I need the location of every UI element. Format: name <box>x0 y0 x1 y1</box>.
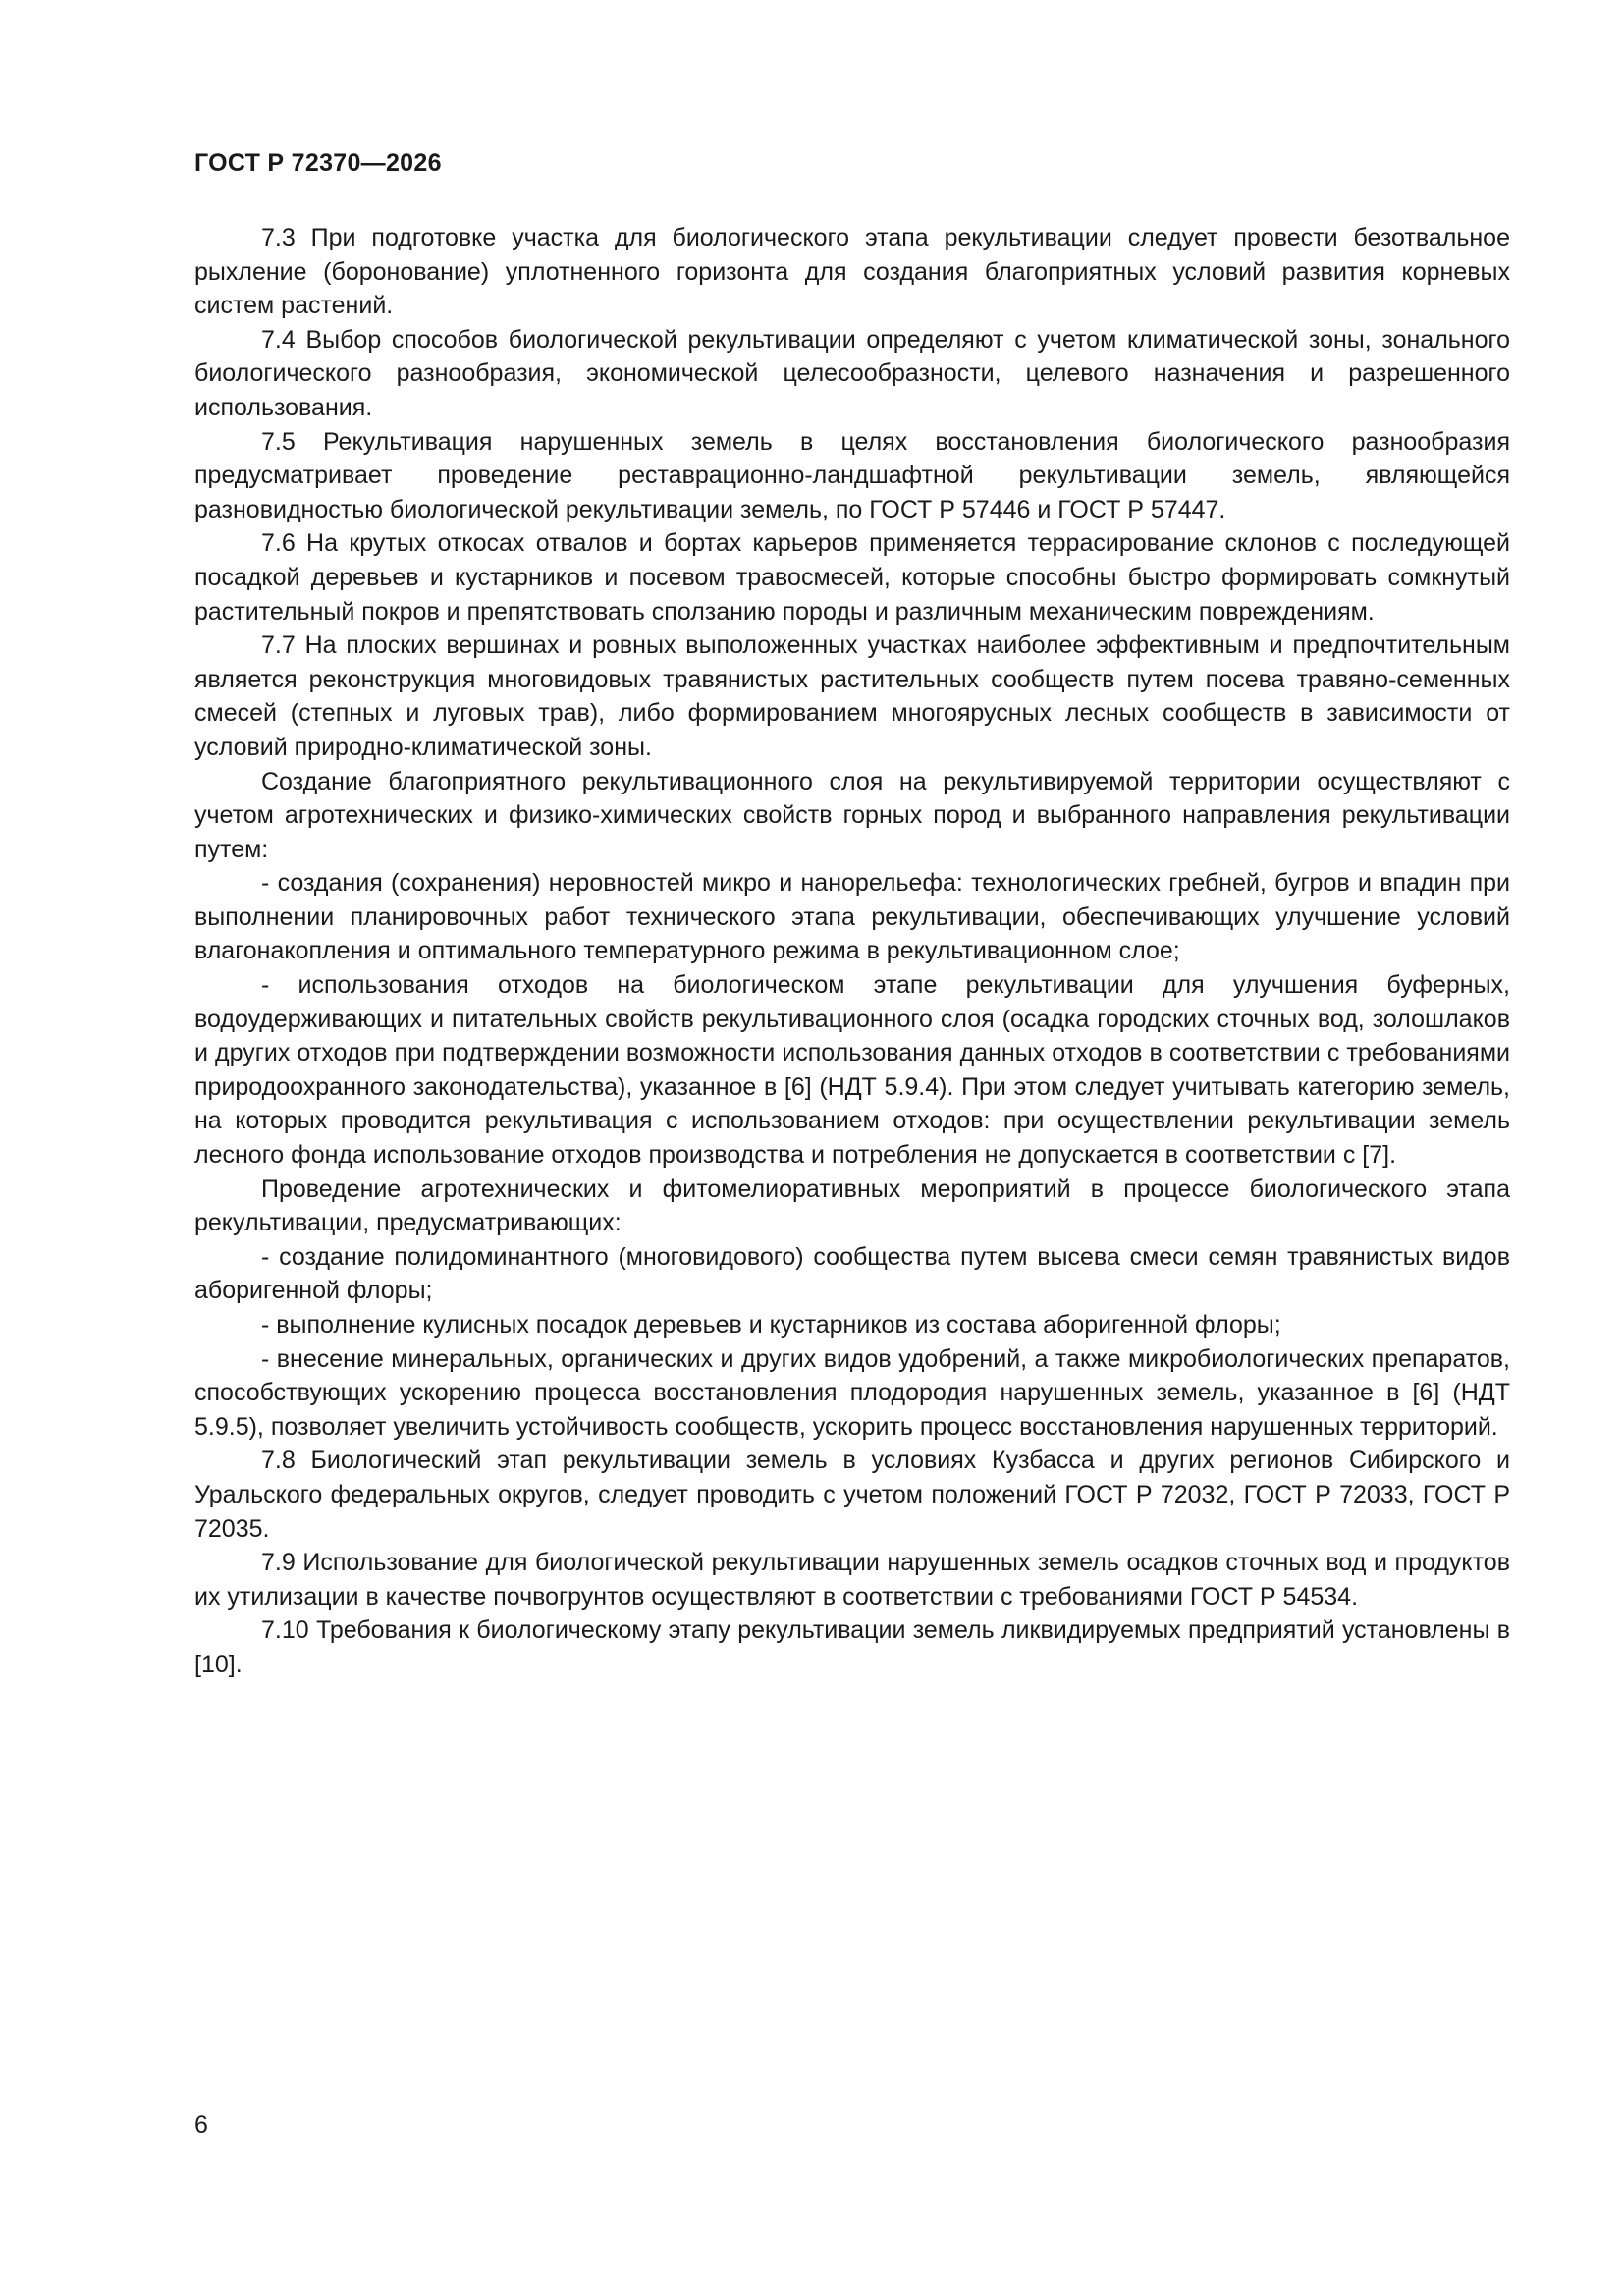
paragraph-7-5: 7.5 Рекультивация нарушенных земель в целях восстановления биологического разнообразия предусматривает проведение реставрационно-ландшафтной рекультивации земель, являющейся разновидностью биологической рекультивации земель, по ГОСТ Р 57446 и ГОСТ Р 57447. <box>194 427 1510 523</box>
paragraph-7-3: 7.3 При подготовке участка для биологического этапа рекультивации следует провести безотвальное рыхление (боронование) уплотненного горизонта для создания благоприятных условий развития корневых систем растений. <box>194 224 1510 320</box>
paragraph-7-10: 7.10 Требования к биологическому этапу рекультивации земель ликвидируемых предприятий установлены в [10]. <box>194 1616 1510 1678</box>
list-item-microrelief: - создания (сохранения) неровностей микро и нанорельефа: технологических гребней, бугров и впадин при выполнении планировочных работ технического этапа рекультивации, обеспечивающих улучшение условий влагонакопления и оптимального температурного режима в рекультивационном слое; <box>194 869 1510 965</box>
paragraph-7-4: 7.4 Выбор способов биологической рекультивации определяют с учетом климатической зоны, зонального биологического разнообразия, экономической целесообразности, целевого назначения и разрешенного использования. <box>194 325 1510 421</box>
paragraph-7-6: 7.6 На крутых откосах отвалов и бортах карьеров применяется террасирование склонов с последующей посадкой деревьев и кустарников и посевом травосмесей, которые способны быстро формировать сомкнутый растительный покров и препятствовать сползанию породы и различным механическим повреждениям. <box>194 529 1510 626</box>
paragraph-7-7: 7.7 На плоских вершинах и ровных выположенных участках наиболее эффективным и предпочтительным является реконструкция многовидовых травянистых растительных сообществ путем посева травяно-семенных смесей (степных и луговых трав), либо формированием многоярусных лесных сообществ в зависимости от условий природно-климатической зоны. <box>194 631 1510 761</box>
page-number: 6 <box>194 2111 208 2139</box>
paragraph-7-9: 7.9 Использование для биологической рекультивации нарушенных земель осадков сточных вод и продуктов их утилизации в качестве почвогрунтов осуществляют в соответствии с требованиями ГОСТ Р 54534. <box>194 1549 1510 1611</box>
list-item-fertilizers: - внесение минеральных, органических и других видов удобрений, а также микробиологических препаратов, способствующих ускорению процесса восстановления плодородия нарушенных земель, указанное в [6] (НДТ 5.9.5), позволяет увеличить устойчивость сообществ, ускорить процесс восстановления нарушенных территорий. <box>194 1344 1510 1441</box>
paragraph-7-8: 7.8 Биологический этап рекультивации земель в условиях Кузбасса и других регионов Сибирского и Уральского федеральных округов, следует проводить с учетом положений ГОСТ Р 72032, ГОСТ Р 72033, ГОСТ Р 72035. <box>194 1447 1510 1543</box>
paragraph-layer-creation: Создание благоприятного рекультивационного слоя на рекультивируемой территории осуществляют с учетом агротехнических и физико-химических свойств горных пород и выбранного направления рекультивации путем: <box>194 767 1510 863</box>
document-header: ГОСТ Р 72370—2026 <box>194 149 442 177</box>
document-body <box>194 221 1510 1682</box>
paragraph-agrotechnical-measures: Проведение агротехнических и фитомелиоративных мероприятий в процессе биологического этапа рекультивации, предусматривающих: <box>194 1175 1510 1237</box>
list-item-polydominant: - создание полидоминантного (многовидового) сообщества путем высева смеси семян травянистых видов аборигенной флоры; <box>194 1242 1510 1305</box>
list-item-wing-plantings: - выполнение кулисных посадок деревьев и кустарников из состава аборигенной флоры; <box>261 1311 1281 1339</box>
list-item-waste-use: - использования отходов на биологическом этапе рекультивации для улучшения буферных, водоудерживающих и питательных свойств рекультивационного слоя (осадка городских сточных вод, золошлаков и других отходов при подтверждении возможности использования данных отходов в соответствии с требованиями природоохранного законодательства), указанное в [6] (НДТ 5.9.4). При этом следует учитывать категорию земель, на которых проводится рекультивация с использованием отходов: при осуществлении рекультивации земель лесного фонда использование отходов производства и потребления не допускается в соответствии с [7]. <box>194 971 1510 1170</box>
